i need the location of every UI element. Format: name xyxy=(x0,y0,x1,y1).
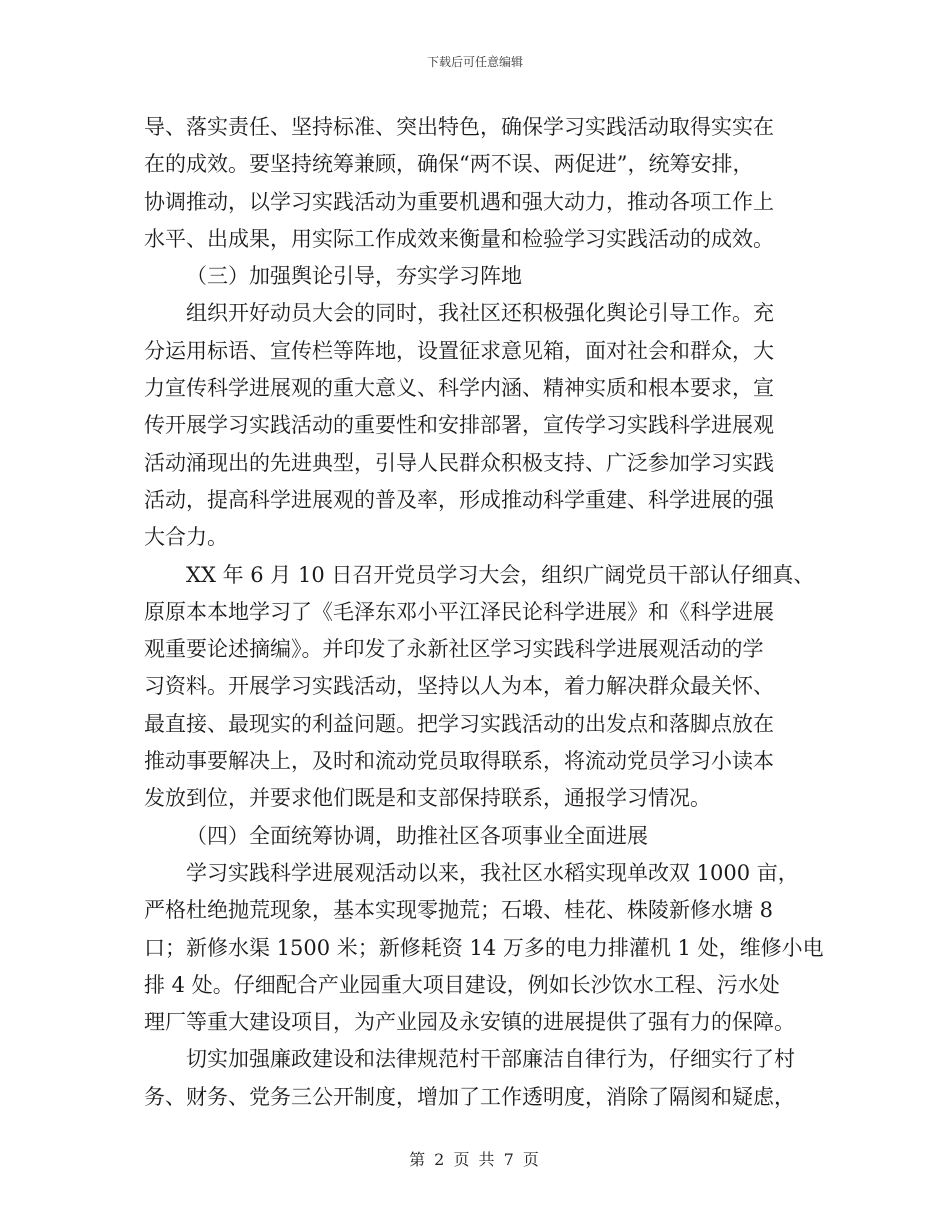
text-line: 推动事要解决上，及时和流动党员取得联系，将流动党员学习小读本 xyxy=(144,749,774,774)
text-line: 严格杜绝抛荒现象，基本实现零抛荒；石塅、桂花、株陵新修水塘 8 xyxy=(144,898,774,923)
text-line: 组织开好动员大会的同时，我社区还积极强化舆论引导工作。充 xyxy=(186,301,774,326)
text-line: 理厂等重大建设项目，为产业园及永安镇的进展提供了强有力的保障。 xyxy=(144,1010,795,1035)
text-line: 在的成效。要坚持统筹兼顾，确保“两不误、两促进”，统筹安排， xyxy=(144,152,754,177)
page-number-footer: 第 2 页 共 7 页 xyxy=(409,1150,541,1169)
text-line: 发放到位，并要求他们既是和支部保持联系，通报学习情况。 xyxy=(144,786,711,811)
text-line: 分运用标语、宣传栏等阵地，设置征求意见箱，面对社会和群众，大 xyxy=(144,338,774,363)
text-line: 导、落实责任、坚持标准、突出特色，确保学习实践活动取得实实在 xyxy=(144,115,774,139)
text-line: 排 4 处。仔细配合产业园重大项目建设，例如长沙饮水工程、污水处 xyxy=(144,972,780,997)
text-line: 原原本本地学习了《毛泽东邓小平江泽民论科学进展》和《科学进展 xyxy=(144,599,774,624)
text-line: 务、财务、党务三公开制度，增加了工作透明度，消除了隔阂和疑虑， xyxy=(144,1084,795,1109)
text-line: XX 年 6 月 10 日召开党员学习大会，组织广阔党员干部认仔细真、 xyxy=(186,562,815,587)
text-line: 切实加强廉政建设和法律规范村干部廉洁自律行为，仔细实行了村 xyxy=(186,1047,795,1072)
text-line: 大合力。 xyxy=(144,525,228,550)
text-line: 水平、出成果，用实际工作成效来衡量和检验学习实践活动的成效。 xyxy=(144,226,774,251)
text-line: 习资料。开展学习实践活动，坚持以人为本，着力解决群众最关怀、 xyxy=(144,674,774,699)
text-line: 力宣传科学进展观的重大意义、科学内涵、精神实质和根本要求，宣 xyxy=(144,376,774,401)
text-line: 观重要论述摘编》。并印发了永新社区学习实践科学进展观活动的学 xyxy=(144,637,764,662)
document-body xyxy=(144,109,824,1116)
text-line: 学习实践科学进展观活动以来，我社区水稻实现单改双 1000 亩， xyxy=(186,860,799,885)
text-line: （四）全面统筹协调，助推社区各项事业全面进展 xyxy=(186,823,648,848)
text-line: （三）加强舆论引导，夯实学习阵地 xyxy=(186,264,522,289)
text-line: 传开展学习实践活动的重要性和安排部署，宣传学习实践科学进展观 xyxy=(144,413,774,438)
text-line: 最直接、最现实的利益问题。把学习实践活动的出发点和落脚点放在 xyxy=(144,711,774,736)
text-line: 协调推动，以学习实践活动为重要机遇和强大动力，推动各项工作上 xyxy=(144,189,774,214)
text-line: 活动，提高科学进展观的普及率，形成推动科学重建、科学进展的强 xyxy=(144,487,774,512)
text-line: 口；新修水渠 1500 米；新修耗资 14 万多的电力排灌机 1 处，维修小电 xyxy=(144,935,824,960)
text-line: 活动涌现出的先进典型，引导人民群众积极支持、广泛参加学习实践 xyxy=(144,450,774,475)
page-header: 下载后可任意编辑 xyxy=(426,55,523,69)
